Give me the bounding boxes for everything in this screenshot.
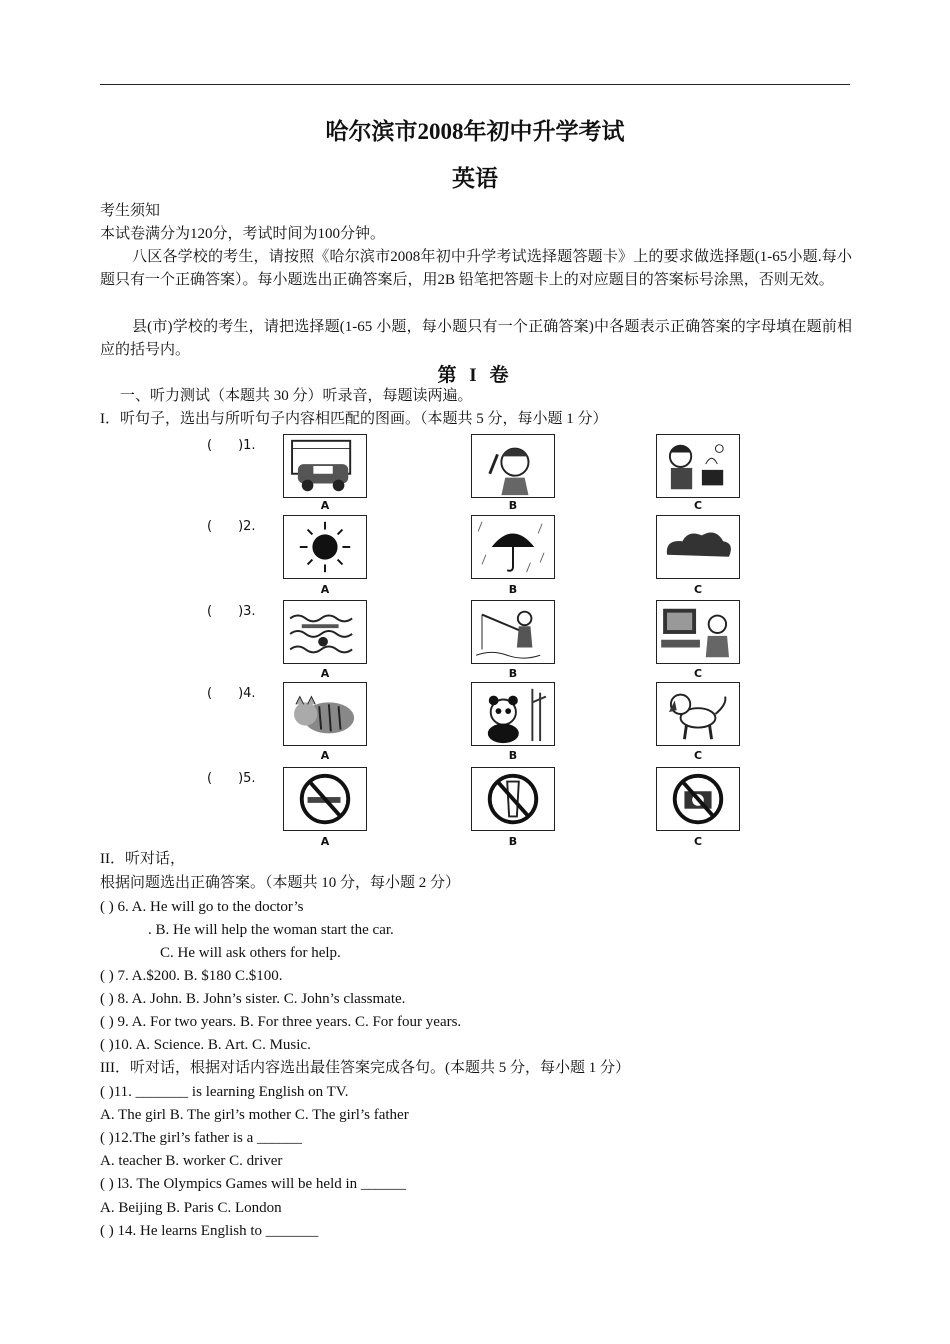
exam-subject: 英语: [452, 166, 498, 191]
picture-grid: [205, 428, 750, 850]
girl-waving-image: [471, 434, 555, 498]
option-b-label: B: [508, 583, 518, 596]
question-5-label: ( )5.: [207, 771, 256, 786]
notice-heading: 考生须知: [100, 203, 161, 219]
option-b-label: B: [508, 499, 518, 512]
option-a-label: A: [320, 835, 330, 848]
question-6: ( ) 6. A. He will go to the doctor’s: [100, 899, 304, 915]
part3-title: III．听对话，根据对话内容选出最佳答案完成各句。(本题共 5 分，每小题 1 分）: [100, 1060, 630, 1076]
cat-image: [283, 682, 367, 746]
no-smoking-sign-image: [283, 767, 367, 831]
option-a-label: A: [320, 499, 330, 512]
option-c-label: C: [693, 583, 703, 596]
listening-intro: 一、听力测试（本题共 30 分）听录音，每题读两遍。: [120, 388, 473, 404]
sun-image: [283, 515, 367, 579]
option-c-label: C: [693, 835, 703, 848]
question-12: ( )12.The girl’s father is a ______: [100, 1130, 303, 1146]
question-11-options: A. The girl B. The girl’s mother C. The girl’s father: [100, 1107, 409, 1123]
exam-title: 哈尔滨市2008年初中升学考试: [325, 119, 625, 144]
panda-image: [471, 682, 555, 746]
volume-heading: 第 I 卷: [437, 365, 513, 386]
notice-line: 本试卷满分为120分，考试时间为100分钟。: [100, 226, 386, 242]
dog-image: [656, 682, 740, 746]
option-a-label: A: [320, 667, 330, 680]
no-drinking-sign-image: [471, 767, 555, 831]
no-camera-sign-image: [656, 767, 740, 831]
question-13-options: A. Beijing B. Paris C. London: [100, 1200, 282, 1216]
question-14: ( ) 14. He learns English to _______: [100, 1223, 319, 1239]
top-rule: [100, 84, 850, 85]
question-6-option-b: . B. He will help the woman start the car.: [148, 922, 394, 938]
question-10: ( )10. A. Science. B. Art. C. Music.: [100, 1037, 311, 1053]
option-c-label: C: [693, 667, 703, 680]
option-b-label: B: [508, 667, 518, 680]
part2-subtitle: 根据问题选出正确答案。（本题共 10 分，每小题 2 分）: [100, 875, 461, 891]
car-house-image: [283, 434, 367, 498]
option-a-label: A: [320, 583, 330, 596]
question-9: ( ) 9. A. For two years. B. For three years. C. For four years.: [100, 1014, 462, 1030]
notice-paragraph-2: 县(市)学校的考生，请把选择题(1-65 小题，每小题只有一个正确答案)中各题表示正确答案的字母填在题前相应的括号内。: [100, 319, 852, 358]
option-b-label: B: [508, 835, 518, 848]
part2-title: II．听对话，: [100, 851, 185, 867]
question-13: ( ) l3. The Olympics Games will be held in ______: [100, 1176, 406, 1192]
boy-computer-image: [656, 600, 740, 664]
question-11: ( )11. _______ is learning English on TV.: [100, 1084, 349, 1100]
question-2-label: ( )2.: [207, 519, 256, 534]
umbrella-rain-image: [471, 515, 555, 579]
question-7: ( ) 7. A.$200. B. $180 C.$100.: [100, 968, 283, 984]
option-c-label: C: [693, 499, 703, 512]
part1-title: I．听句子，选出与所听句子内容相匹配的图画。（本题共 5 分，每小题 1 分）: [100, 411, 608, 427]
cloud-image: [656, 515, 740, 579]
option-a-label: A: [320, 749, 330, 762]
option-b-label: B: [508, 749, 518, 762]
question-3-label: ( )3.: [207, 604, 256, 619]
question-6-option-c: C. He will ask others for help.: [160, 945, 341, 961]
swimming-image: [283, 600, 367, 664]
question-12-options: A. teacher B. worker C. driver: [100, 1153, 283, 1169]
woman-cooking-image: [656, 434, 740, 498]
notice-paragraph-1: 八区各学校的考生，请按照《哈尔滨市2008年初中升学考试选择题答题卡》上的要求做选择题(1-65小题.每小题只有一个正确答案）。每小题选出正确答案后，用2B 铅笔把答题卡上的对应题目的答案标号涂黑，否则无效。: [100, 249, 852, 288]
question-1-label: ( )1.: [207, 438, 256, 453]
option-c-label: C: [693, 749, 703, 762]
fishing-image: [471, 600, 555, 664]
question-8: ( ) 8. A. John. B. John’s sister. C. John’s classmate.: [100, 991, 406, 1007]
question-4-label: ( )4.: [207, 686, 256, 701]
